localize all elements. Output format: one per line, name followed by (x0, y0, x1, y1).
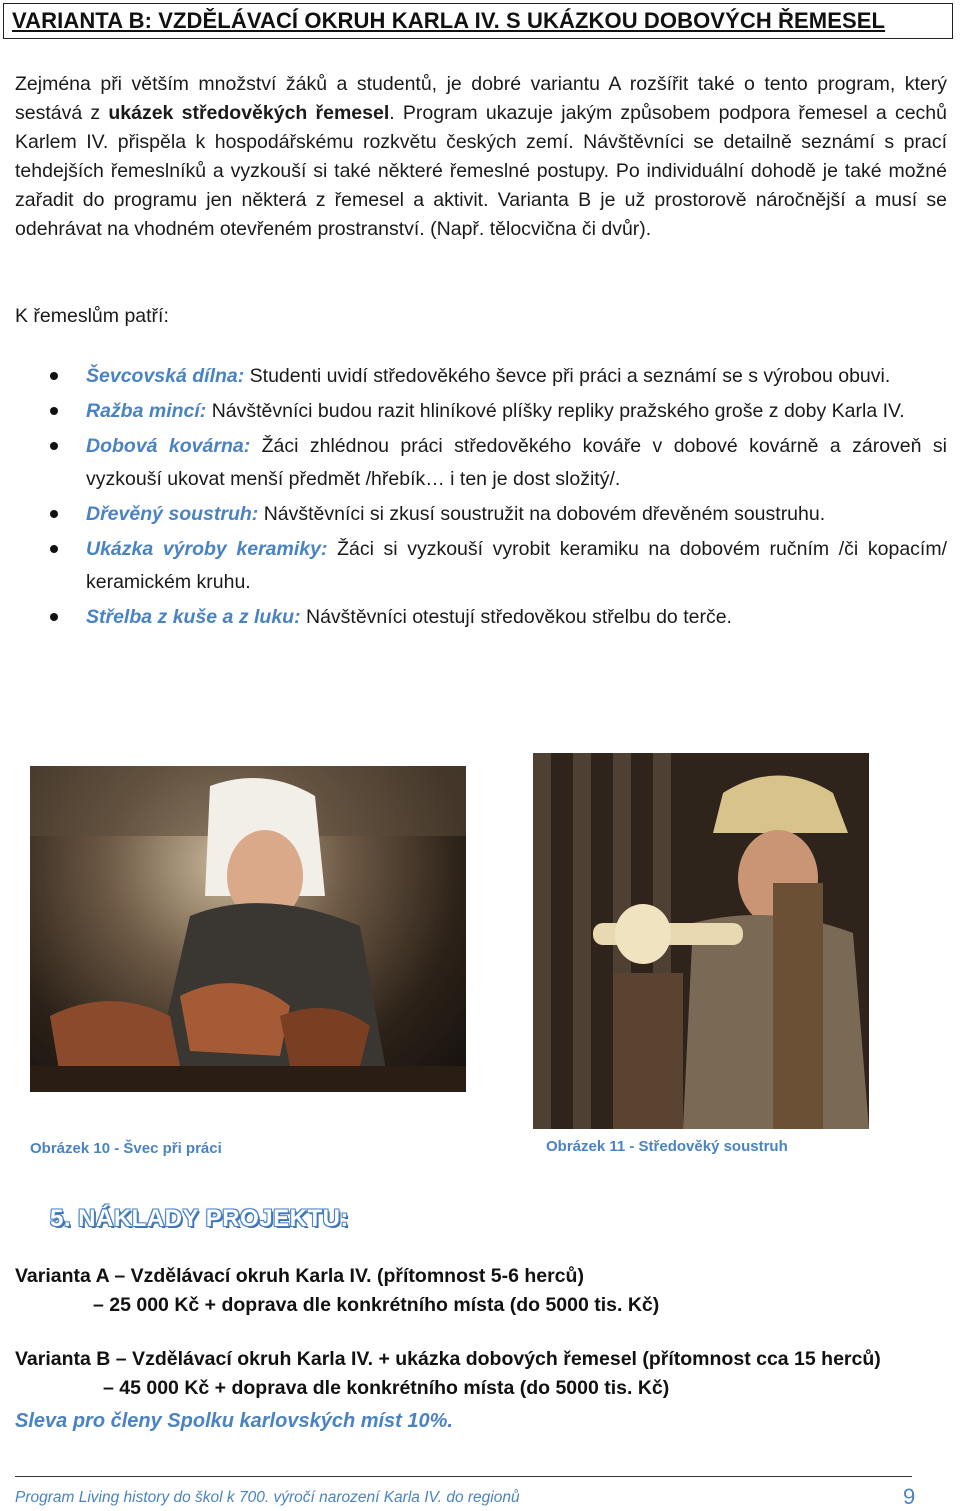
bullet-icon (50, 510, 58, 518)
lathe-photo (533, 753, 869, 1129)
bullet-icon (50, 407, 58, 415)
craft-name: Střelba z kuše a z luku: (86, 606, 301, 628)
craft-name: Ševcovská dílna: (86, 365, 245, 387)
list-item (0, 601, 960, 634)
crafts-lead: K řemeslům patří: (15, 305, 169, 327)
intro-text-2: . Program ukazuje jakým způsobem podpora řemesel a cechů Karlem IV. přispěla k hospodářskému rozkvětu českých zemí. Návštěvníci se detailně seznámí s prací tehdejších řemeslníků a vyzkouší si také některé řemeslné postupy. Po individuální dohodě je také možné zařadit do programu jen některá z řemesel a aktivit. Varianta B je už prostorově náročnější a musí se odehrávat na vhodném otevřeném prostranství. (Např. tělocvična či dvůr). (15, 102, 947, 240)
shoemaker-illustration (30, 766, 466, 1092)
craft-name: Ukázka výroby keramiky: (86, 538, 328, 560)
list-item (0, 395, 960, 428)
caption-lathe: Obrázek 11 - Středověký soustruh (546, 1138, 788, 1155)
bullet-icon (50, 613, 58, 621)
intro-text-1: Zejména při větším množství žáků a studentů, je dobré variantu A rozšířit také o tento program, který sestává z (15, 73, 947, 124)
craft-description: Návštěvníci si zkusí soustružit na dobovém dřevěném soustruhu. (258, 503, 826, 525)
caption-shoemaker: Obrázek 10 - Švec při práci (30, 1140, 222, 1157)
bullet-icon (50, 545, 58, 553)
list-item (0, 498, 960, 531)
footer-divider (15, 1476, 912, 1477)
intro-paragraph (15, 70, 947, 244)
list-item (0, 430, 960, 496)
craft-description: Žáci zhlédnou práci středověkého kováře v dobové kovárně a zároveň si vyzkouší ukovat menší předmět /hřebík… i ten je dost složitý/. (86, 435, 947, 490)
craft-description: Návštěvníci budou razit hliníkové plíšky repliky pražského groše z doby Karla IV. (206, 400, 905, 422)
discount-note: Sleva pro členy Spolku karlovských míst 10%. (15, 1410, 453, 1432)
list-item (0, 533, 960, 599)
lathe-illustration (533, 753, 869, 1129)
craft-name: Dobová kovárna: (86, 435, 251, 457)
craft-description: Návštěvníci otestují středověkou střelbu do terče. (300, 606, 732, 628)
list-item (0, 360, 960, 393)
intro-bold: ukázek středověkých řemesel (108, 102, 390, 124)
shoemaker-photo (30, 766, 466, 1092)
bullet-icon (50, 442, 58, 450)
cost-b-price: – 45 000 Kč + doprava dle konkrétního místa (do 5000 tis. Kč) (103, 1377, 670, 1399)
section-heading-costs: 5. NÁKLADY PROJEKTU: (50, 1205, 349, 1232)
crafts-list (0, 360, 960, 636)
craft-name: Ražba mincí: (86, 400, 207, 422)
craft-description: Studenti uvidí středověkého ševce při práci a seznámí se s výrobou obuvi. (244, 365, 891, 387)
cost-b-title: Varianta B – Vzdělávací okruh Karla IV. + ukázka dobových řemesel (přítomnost cca 15 herců) (15, 1348, 881, 1370)
craft-name: Dřevěný soustruh: (86, 503, 259, 525)
bullet-icon (50, 372, 58, 380)
footer-text: Program Living history do škol k 700. výročí narození Karla IV. do regionů (15, 1489, 520, 1506)
page-title: VARIANTA B: VZDĚLÁVACÍ OKRUH KARLA IV. S UKÁZKOU DOBOVÝCH ŘEMESEL (3, 3, 953, 39)
cost-a-price: – 25 000 Kč + doprava dle konkrétního místa (do 5000 tis. Kč) (93, 1294, 660, 1316)
craft-description: Žáci si vyzkouší vyrobit keramiku na dobovém ručním /či kopacím/ keramickém kruhu. (86, 538, 947, 593)
page-number: 9 (903, 1484, 916, 1509)
cost-a-title: Varianta A – Vzdělávací okruh Karla IV. (přítomnost 5-6 herců) (15, 1265, 584, 1287)
